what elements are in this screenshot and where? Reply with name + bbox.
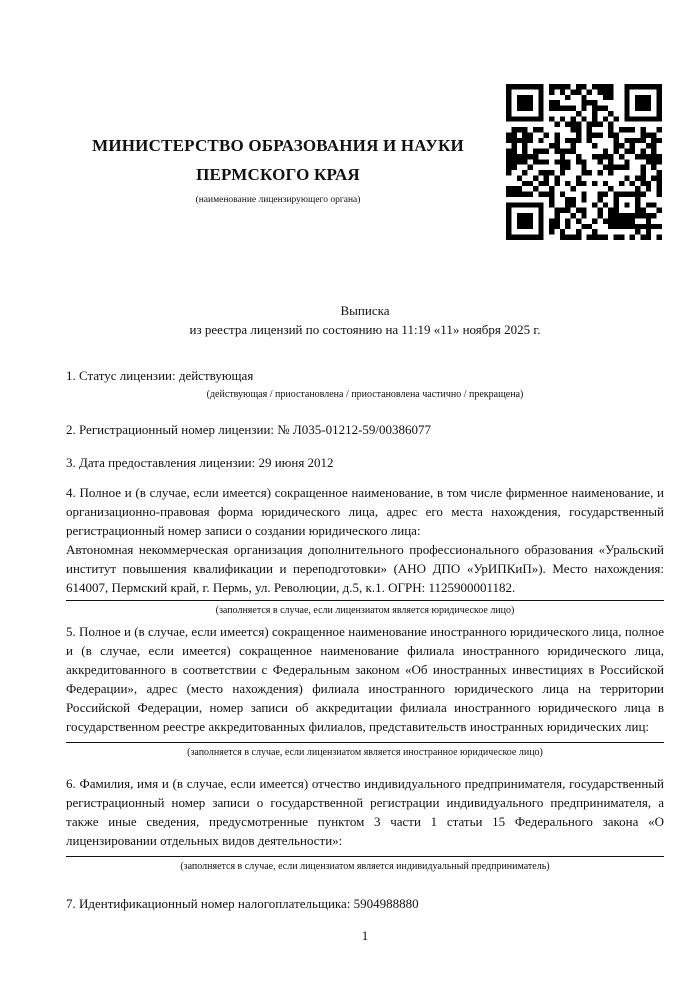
item-license-status <box>66 366 664 385</box>
foreign-entity-blank-field-line <box>66 742 664 743</box>
licensing-authority-header <box>66 131 490 206</box>
licensing-authority-caption: (наименование лицензирующего органа) <box>195 195 361 205</box>
item-taxpayer-id-label: 7. Идентификационный номер налогоплательщика: <box>66 896 351 911</box>
item-license-status-label: 1. Статус лицензии: <box>66 368 176 383</box>
item-license-status-value: действующая <box>178 368 254 383</box>
licensing-authority-name-line1: МИНИСТЕРСТВО ОБРАЗОВАНИЯ И НАУКИ <box>92 136 464 155</box>
qr-code <box>506 84 662 240</box>
item-entrepreneur <box>66 774 664 873</box>
entrepreneur-blank-field-line <box>66 856 664 857</box>
item-grant-date-value: 29 июня 2012 <box>258 455 334 470</box>
document-title-line1: Выписка <box>340 303 390 318</box>
item-registration-number <box>66 420 664 439</box>
document-title <box>66 301 664 339</box>
licensing-authority-name-line2: ПЕРМСКОГО КРАЯ <box>196 165 360 184</box>
page-number: 1 <box>361 928 369 943</box>
item-registration-number-value: № Л035-01212-59/00386077 <box>277 422 432 437</box>
item-registration-number-label: 2. Регистрационный номер лицензии: <box>66 422 275 437</box>
item-license-status-caption: (действующая / приостановлена / приостановлена частично / прекращена) <box>206 389 524 400</box>
item-grant-date-label: 3. Дата предоставления лицензии: <box>66 455 256 470</box>
document-title-line2: из реестра лицензий по состоянию на 11:19 «11» ноября 2025 г. <box>189 322 541 337</box>
item-legal-entity-label: 4. Полное и (в случае, если имеется) сокращенное наименование, в том числе фирменное наименование, и организационно-правовая форма юридического лица, адрес его места нахождения, государственный регистрационный номер записи о создании юридического лица: <box>66 485 664 538</box>
item-entrepreneur-caption: (заполняется в случае, если лицензиатом является индивидуальный предприниматель) <box>180 861 550 872</box>
item-legal-entity-value: Автономная некоммерческая организация дополнительного профессионального образования «Уральский институт повышения квалификации и переподготовки» (АНО ДПО «УрИПКиП»). Место нахождения: 614007, Пермский край, г. Пермь, ул. Революции, д.5, к.1. ОГРН: 1125900001182. <box>66 540 664 601</box>
item-foreign-entity-caption: (заполняется в случае, если лицензиатом является иностранное юридическое лицо) <box>187 747 543 758</box>
item-legal-entity <box>66 483 664 617</box>
item-taxpayer-id <box>66 894 664 913</box>
item-taxpayer-id-value: 5904988880 <box>353 896 419 911</box>
item-legal-entity-caption: (заполняется в случае, если лицензиатом является юридическое лицо) <box>215 605 515 616</box>
item-foreign-entity <box>66 622 664 759</box>
item-grant-date <box>66 453 664 472</box>
item-entrepreneur-label: 6. Фамилия, имя и (в случае, если имеется) отчество индивидуального предпринимателя, государственный регистрационный номер записи о государственной регистрации индивидуального предпринимателя, а также иные сведения, предусмотренные пунктом 3 части 1 статьи 15 Федерального закона «О лицензировании отдельных видов деятельности»: <box>66 776 664 848</box>
item-foreign-entity-label: 5. Полное и (в случае, если имеется) сокращенное наименование иностранного юридического лица, полное и (в случае, если имеется) сокращенное наименование филиала иностранного юридического лица, аккредитованного в соответствии с Федеральным законом «Об иностранных инвестициях в Российской Федерации», адрес (место нахождения) филиала иностранного юридического лица на территории Российской Федерации, номер записи об аккредитации филиала иностранного юридического лица в государственном реестре аккредитованных филиалов, представительств иностранных юридических лиц: <box>66 624 664 734</box>
licensing-authority-name <box>66 131 490 189</box>
